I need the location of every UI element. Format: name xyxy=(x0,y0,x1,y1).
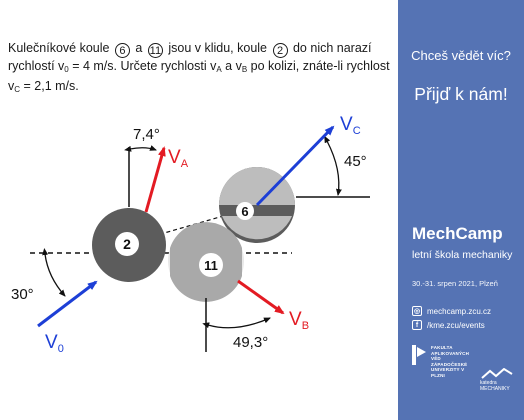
facebook-link[interactable]: /kme.zcu/events xyxy=(427,320,485,330)
problem-text-4: = 4 m/s. Určete rychlosti v xyxy=(68,59,217,73)
web-link-row[interactable] xyxy=(412,306,491,316)
mechcamp-brand: MechCamp xyxy=(412,224,503,243)
ball-11-marker: 11 xyxy=(149,45,162,57)
angle-493-label: 49,3° xyxy=(233,334,269,351)
problem-and: a xyxy=(135,41,143,55)
ball-6-number: 6 xyxy=(241,204,249,219)
event-date: 30.-31. srpen 2021, Plzeň xyxy=(412,279,498,288)
angle-74-label: 7,4° xyxy=(133,126,160,143)
angle-30-label: 30° xyxy=(11,286,34,303)
mechcamp-subtitle: letní škola mechaniky xyxy=(412,249,513,261)
velocity-vc-arrow xyxy=(257,127,333,205)
ball-6-marker: 6 xyxy=(115,43,130,58)
problem-text-1: Kulečníkové koule xyxy=(8,41,110,55)
problem-text-5: a v xyxy=(221,59,242,73)
angle-arc-45 xyxy=(327,141,339,195)
problem-text xyxy=(8,40,390,98)
velocity-va-arrow xyxy=(146,148,164,212)
angle-arc-493 xyxy=(208,318,270,328)
v0-label: $V_0$ xyxy=(45,332,64,355)
problem-text-3: do nich narazí rychlostí v xyxy=(8,41,372,73)
fav-zcu-logo xyxy=(412,345,471,378)
vc-subscript: C xyxy=(14,85,21,94)
va-subscript: A xyxy=(216,65,222,74)
sidebar-cta: Přijď k nám! xyxy=(414,84,508,104)
kme-logo-icon xyxy=(480,368,514,380)
velocity-v0-arrow xyxy=(38,282,96,326)
ball-2-marker: 2 xyxy=(273,43,288,58)
angle-arc-74 xyxy=(130,148,156,150)
ball-11 xyxy=(168,222,244,302)
web-icon: ◎ xyxy=(413,308,421,315)
facebook-icon: f xyxy=(412,320,422,330)
facebook-link-row[interactable] xyxy=(412,320,485,330)
v0-subscript: 0 xyxy=(64,65,69,74)
collision-diagram xyxy=(0,100,398,420)
vc-label: $V_C$ xyxy=(340,114,361,137)
vb-subscript: B xyxy=(241,65,248,74)
sidebar-question: Chceš vědět víc? xyxy=(411,48,511,63)
problem-text-7: = 2,1 m/s. xyxy=(20,79,79,93)
ball-2-number: 2 xyxy=(123,236,131,252)
fav-logo-icon xyxy=(412,345,426,365)
promo-sidebar xyxy=(398,0,524,420)
vb-label: $V_B$ xyxy=(289,309,310,332)
kme-logo-text: katedra MECHANIKY xyxy=(480,380,510,392)
problem-text-2: jsou v klidu, koule xyxy=(168,41,268,55)
web-link[interactable]: mechcamp.zcu.cz xyxy=(427,306,492,316)
angle-45-label: 45° xyxy=(344,153,367,170)
ball-2 xyxy=(92,208,166,282)
va-label: $V_A$ xyxy=(168,147,189,170)
fav-logo-text: FAKULTA APLIKOVANÝCH VĚD ZÁPADOČESKÉ UNIVERZITY V PLZNI xyxy=(431,345,470,378)
angle-arc-30 xyxy=(45,254,65,296)
velocity-vb-arrow xyxy=(238,281,283,313)
ball-11-number: 11 xyxy=(204,258,218,273)
problem-text-6: po kolizi, znáte-li rychlost v xyxy=(8,59,390,93)
